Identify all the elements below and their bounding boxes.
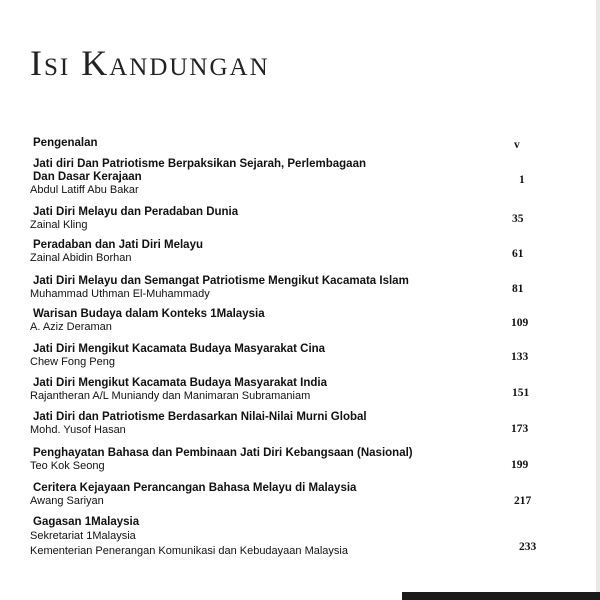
page-number: 151 xyxy=(512,387,530,399)
page-number: 61 xyxy=(512,248,524,260)
page-number: 35 xyxy=(512,213,524,225)
entry-author: Rajantheran A/L Muniandy dan Manimaran Subramaniam xyxy=(30,390,311,402)
entry-title: Ceritera Kejayaan Perancangan Bahasa Melayu di Malaysia xyxy=(33,482,357,494)
entry-title-continued: Dan Dasar Kerajaan xyxy=(33,171,142,183)
entry-author: Zainal Kling xyxy=(30,219,88,231)
entry-author: Abdul Latiff Abu Bakar xyxy=(30,184,139,196)
entry-author: Sekretariat 1Malaysia xyxy=(30,530,136,542)
entry-author-continued: Kementerian Penerangan Komunikasi dan Kebudayaan Malaysia xyxy=(30,545,348,557)
entry-title: Jati Diri Melayu dan Peradaban Dunia xyxy=(33,206,239,218)
page-number: 109 xyxy=(511,317,529,329)
entry-author: Muhammad Uthman El-Muhammady xyxy=(30,288,210,300)
entry-title: Peradaban dan Jati Diri Melayu xyxy=(33,239,204,251)
bottom-bar xyxy=(402,592,600,600)
entry-title: Warisan Budaya dalam Konteks 1Malaysia xyxy=(33,308,265,320)
entry-title: Jati diri Dan Patriotisme Berpaksikan Sejarah, Perlembagaan xyxy=(33,158,367,170)
entry-title: Jati Diri Melayu dan Semangat Patriotisme Mengikut Kacamata Islam xyxy=(33,275,409,287)
entry-title: Jati Diri dan Patriotisme Berdasarkan Nilai-Nilai Murni Global xyxy=(33,411,367,423)
entry-author: Zainal Abidin Borhan xyxy=(30,252,132,264)
page-number: 1 xyxy=(519,174,525,186)
entry-author: A. Aziz Deraman xyxy=(30,321,112,333)
page-number: 173 xyxy=(511,423,529,435)
page-number: v xyxy=(514,139,520,151)
entry-title: Pengenalan xyxy=(33,137,98,149)
entry-author: Chew Fong Peng xyxy=(30,356,115,368)
entry-title: Jati Diri Mengikut Kacamata Budaya Masyarakat India xyxy=(33,377,327,389)
page-edge xyxy=(596,0,600,600)
page-number: 81 xyxy=(512,283,524,295)
page-number: 133 xyxy=(511,351,529,363)
entry-author: Awang Sariyan xyxy=(30,495,104,507)
entry-title: Jati Diri Mengikut Kacamata Budaya Masyarakat Cina xyxy=(33,343,326,355)
entry-author: Teo Kok Seong xyxy=(30,460,105,472)
page-number: 217 xyxy=(514,495,532,507)
entry-title: Penghayatan Bahasa dan Pembinaan Jati Diri Kebangsaan (Nasional) xyxy=(33,447,413,459)
entry-author: Mohd. Yusof Hasan xyxy=(30,424,126,436)
page-number: 199 xyxy=(511,459,529,471)
page-number: 233 xyxy=(519,541,537,553)
entry-title: Gagasan 1Malaysia xyxy=(33,516,140,528)
page-title: Isi Kandungan xyxy=(30,43,270,83)
